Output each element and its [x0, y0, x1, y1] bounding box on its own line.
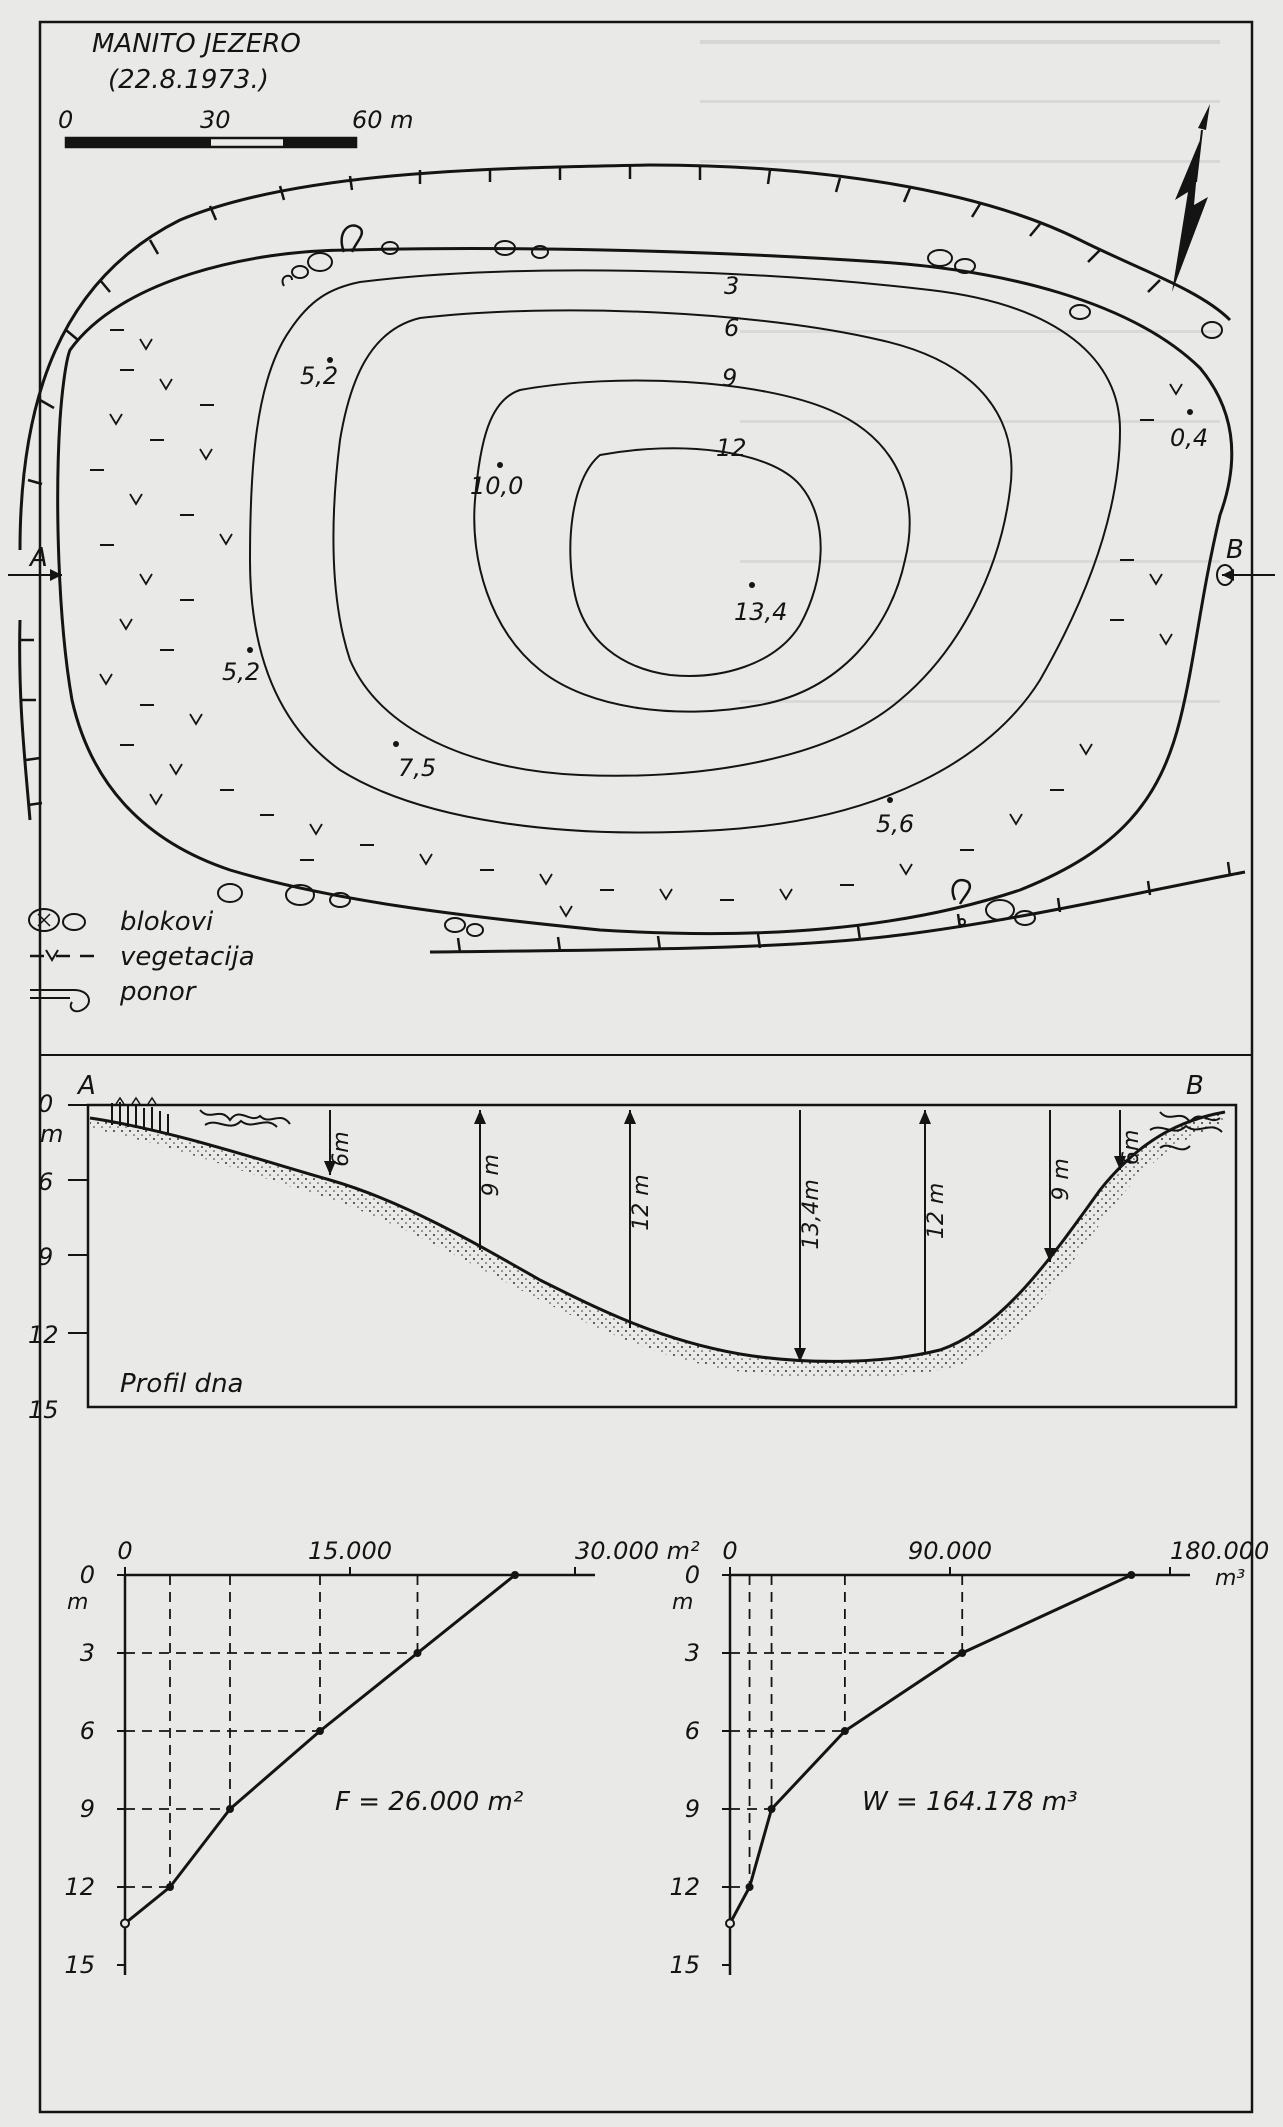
data-point	[167, 1884, 173, 1890]
profile-end-label: B	[1186, 1071, 1204, 1101]
y-tick-label: 12	[64, 1873, 95, 1901]
depth-arrow-label: 13,4m	[799, 1179, 824, 1250]
vegetation-mark	[190, 714, 202, 724]
depth-arrow	[1114, 1110, 1144, 1170]
blocks-icon	[29, 909, 85, 931]
profile-ytick-15: 15	[28, 1396, 59, 1424]
lake-outline	[58, 249, 1232, 934]
depth-arrow	[794, 1110, 824, 1362]
x-tick-label: 15.000	[308, 1537, 392, 1565]
chart-annotation: F = 26.000 m²	[335, 1787, 524, 1817]
vegetation-mark	[1150, 574, 1162, 584]
vegetation-mark	[140, 339, 152, 349]
shore-left	[20, 620, 42, 820]
y-tick-label: 3	[79, 1639, 95, 1667]
section-label-b: B	[1226, 535, 1244, 565]
contour-3	[250, 270, 1120, 832]
depth-arrow	[324, 1110, 354, 1175]
depth-points	[222, 357, 1208, 838]
y-tick-label: 12	[669, 1873, 700, 1901]
y-tick-label: 6	[684, 1717, 700, 1745]
profile-ytick-9: 9	[38, 1243, 54, 1271]
vegetation-mark	[660, 889, 672, 899]
contour-6	[333, 310, 1011, 775]
block-mark	[292, 266, 308, 278]
vegetation-mark	[140, 574, 152, 584]
vegetation-mark	[1080, 744, 1092, 754]
depth-arrow-label: 12 m	[629, 1174, 654, 1231]
legend	[29, 907, 255, 1011]
y-tick-label: 3	[684, 1639, 700, 1667]
y-tick-label: 6	[79, 1717, 95, 1745]
data-point	[121, 1919, 129, 1927]
bottom-profile-line	[90, 1112, 1225, 1361]
y-unit-label: m	[67, 1589, 89, 1615]
depth-point-label: 13,4	[734, 598, 788, 626]
block-mark	[445, 918, 465, 932]
data-point	[1128, 1572, 1134, 1578]
profile-unit: m	[40, 1120, 64, 1148]
vegetation-mark	[160, 379, 172, 389]
series-line	[730, 1575, 1131, 1923]
depth-point-label: 5,2	[222, 658, 261, 686]
scale-label-30: 30	[200, 106, 231, 134]
legend-label-blocks: blokovi	[120, 907, 214, 937]
scale-label-0: 0	[58, 106, 74, 134]
vegetation-mark	[220, 534, 232, 544]
vegetation-mark	[150, 794, 162, 804]
block-mark	[928, 250, 952, 266]
contour-label-12: 12	[716, 434, 747, 462]
vegetation-mark	[200, 449, 212, 459]
block-mark	[218, 884, 242, 902]
x-tick-label: 0	[117, 1537, 133, 1565]
depth-point-label: 0,4	[1170, 424, 1209, 452]
block-mark	[467, 924, 483, 936]
vegetation-mark	[1160, 634, 1172, 644]
sediment-fill	[90, 1112, 1225, 1378]
shore-upper	[20, 165, 1230, 550]
depth-point-label: 10,0	[470, 472, 524, 500]
vegetation-mark	[420, 854, 432, 864]
y-tick-label: 0	[79, 1561, 95, 1589]
depth-arrow-label: 6m	[329, 1131, 354, 1167]
x-unit-label: m³	[1215, 1566, 1246, 1591]
depth-arrow	[919, 1110, 949, 1352]
data-point	[769, 1806, 775, 1812]
depth-point-label: 5,2	[300, 362, 339, 390]
profile-panel	[28, 1071, 1236, 1424]
data-point	[317, 1728, 323, 1734]
block-mark	[308, 253, 332, 271]
data-point	[842, 1728, 848, 1734]
x-tick-label: 90.000	[908, 1537, 992, 1565]
map-date: (22.8.1973.)	[108, 65, 269, 95]
y-tick-label: 9	[684, 1795, 700, 1823]
vegetation-mark	[1170, 384, 1182, 394]
y-tick-label: 15	[64, 1951, 95, 1979]
y-tick-label: 9	[79, 1795, 95, 1823]
vegetation-mark	[780, 889, 792, 899]
block-mark	[1070, 305, 1090, 319]
x-tick-label: 180.000	[1170, 1537, 1270, 1565]
legend-label-vegetation: vegetacija	[120, 942, 255, 972]
profile-ytick-6: 6	[38, 1168, 54, 1196]
contour-label-3: 3	[724, 272, 740, 300]
map-title: MANITO JEZERO	[92, 29, 301, 59]
y-tick-label: 15	[669, 1951, 700, 1979]
section-label-a: A	[30, 543, 48, 573]
vegetation-mark	[310, 824, 322, 834]
data-point	[415, 1650, 421, 1656]
profile-ytick-0: 0	[38, 1090, 54, 1118]
y-tick-label: 0	[684, 1561, 700, 1589]
block-mark	[986, 900, 1014, 920]
x-tick-label: 30.000 m²	[575, 1537, 700, 1565]
depth-arrow	[624, 1110, 654, 1328]
x-tick-label: 0	[722, 1537, 738, 1565]
contour-9	[474, 380, 909, 711]
vegetation-mark	[170, 764, 182, 774]
depth-arrow-label: 12 m	[924, 1182, 949, 1240]
vegetation-mark	[540, 874, 552, 884]
vegetation-mark	[900, 864, 912, 874]
depth-arrow-label: 9 m	[479, 1154, 504, 1197]
chart-annotation: W = 164.178 m³	[862, 1787, 1078, 1817]
data-point	[726, 1919, 734, 1927]
profile-start-label: A	[78, 1071, 96, 1101]
depth-point-label: 5,6	[876, 810, 915, 838]
vegetation-mark	[130, 494, 142, 504]
area-depth-chart	[64, 1537, 700, 1979]
contour-label-6: 6	[724, 314, 740, 342]
contour-label-9: 9	[722, 364, 738, 392]
data-point	[959, 1650, 965, 1656]
legend-label-ponor: ponor	[120, 977, 196, 1007]
depth-arrow-label: 9 m	[1049, 1158, 1074, 1201]
y-unit-label: m	[672, 1589, 694, 1615]
depth-arrow-label: 6m	[1119, 1129, 1144, 1165]
depth-point-label: 7,5	[398, 754, 437, 782]
profile-title: Profil dna	[120, 1369, 244, 1399]
shore-lower	[430, 862, 1245, 952]
north-arrow-icon	[1172, 104, 1210, 292]
vegetation-mark	[120, 619, 132, 629]
vegetation-mark	[100, 674, 112, 684]
profile-ytick-12: 12	[28, 1321, 59, 1349]
scale-bar	[58, 106, 414, 147]
volume-depth-chart	[669, 1537, 1269, 1979]
vegetation-mark	[1010, 814, 1022, 824]
scale-label-60: 60 m	[352, 106, 414, 134]
data-point	[227, 1806, 233, 1812]
vegetation-mark	[560, 906, 572, 916]
depth-arrow	[474, 1110, 504, 1250]
vegetation-mark	[110, 414, 122, 424]
data-point	[747, 1884, 753, 1890]
data-point	[512, 1572, 518, 1578]
